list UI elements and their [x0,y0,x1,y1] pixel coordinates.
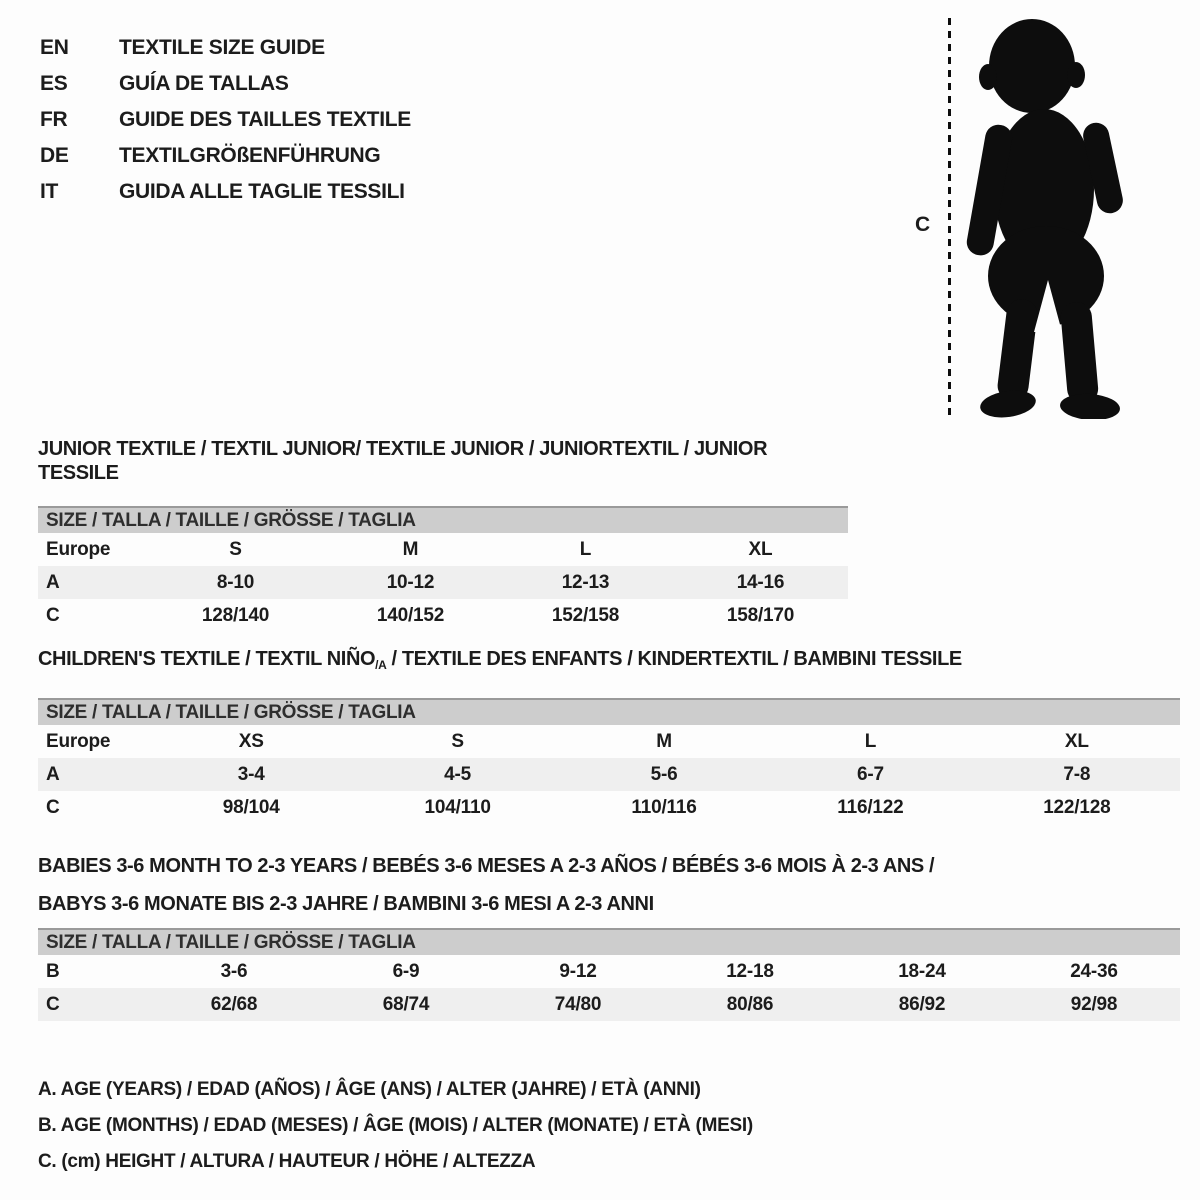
table-cell: 10-12 [386,571,435,593]
table-cell: 3-6 [220,960,248,982]
junior-textile-section [38,437,848,632]
table-row [38,566,848,599]
language-row [40,174,411,210]
size-table [38,533,848,632]
section-title [38,847,1180,923]
table-cell: S [229,538,242,560]
size-header-band [38,928,1180,955]
language-code: EN [40,36,69,59]
table-cell: 4-5 [444,763,472,785]
table-cell: 5-6 [650,763,678,785]
table-cell: XS [238,730,264,752]
row-label: A [46,571,60,593]
childrens-textile-section [38,647,1180,824]
table-row [38,725,1180,758]
section-title [38,647,1180,677]
table-cell: 3-4 [237,763,265,785]
measurement-legend [38,1072,753,1180]
table-cell: 98/104 [222,796,280,818]
table-cell: 68/74 [382,993,430,1015]
table-cell: 158/170 [726,604,795,626]
language-row [40,66,411,102]
language-code: DE [40,144,69,167]
table-row [38,955,1180,988]
table-cell: 140/152 [376,604,445,626]
size-header-band [38,506,848,533]
section-title-line: BABIES 3-6 MONTH TO 2-3 YEARS / BEBÉS 3-6 MESES A 2-3 AÑOS / BÉBÉS 3-6 MOIS À 2-3 ANS / [38,855,935,877]
row-label: A [46,763,60,785]
table-row [38,599,848,632]
row-label: C [46,993,60,1015]
language-row [40,102,411,138]
table-cell: M [402,538,419,560]
table-cell: S [451,730,464,752]
row-label: Europe [46,538,111,560]
size-header-label: SIZE / TALLA / TAILLE / GRÖSSE / TAGLIA [46,509,416,531]
table-cell: 110/116 [631,796,697,818]
table-cell: 122/128 [1043,796,1111,818]
table-cell: 62/68 [210,993,258,1015]
size-header-label: SIZE / TALLA / TAILLE / GRÖSSE / TAGLIA [46,931,416,953]
height-measure-label: C [915,213,931,236]
height-dashed-line [948,18,951,416]
table-row [38,988,1180,1021]
legend-line-c: C. (cm) HEIGHT / ALTURA / HAUTEUR / HÖHE / ALTEZZA [38,1151,536,1172]
table-cell: 80/86 [726,993,774,1015]
table-cell: L [579,538,592,560]
table-row [38,533,848,566]
size-header-band [38,698,1180,725]
language-code: FR [40,108,68,131]
size-table [38,955,1180,1021]
row-label: B [46,960,60,982]
table-cell: 74/80 [554,993,602,1015]
table-cell: XL [748,538,773,560]
table-cell: XL [1064,730,1089,752]
table-cell: L [864,730,877,752]
table-cell: 6-9 [392,960,420,982]
table-cell: 86/92 [898,993,946,1015]
table-cell: 92/98 [1070,993,1118,1015]
table-cell: 152/158 [551,604,620,626]
table-cell: 9-12 [559,960,597,982]
language-row [40,30,411,66]
size-table [38,725,1180,824]
table-cell: 18-24 [898,960,946,982]
language-label: GUIDE DES TAILLES TEXTILE [119,108,411,131]
language-label: TEXTILE SIZE GUIDE [119,36,325,59]
row-label: C [46,796,60,818]
table-cell: 116/122 [837,796,904,818]
size-header-label: SIZE / TALLA / TAILLE / GRÖSSE / TAGLIA [46,701,416,723]
baby-silhouette-icon [962,14,1147,419]
section-title-subscript: /A [375,658,387,672]
section-title-text: / TEXTILE DES ENFANTS / KINDERTEXTIL / BAMBINI TESSILE [386,648,962,670]
section-title: JUNIOR TEXTILE / TEXTIL JUNIOR/ TEXTILE JUNIOR / JUNIORTEXTIL / JUNIOR TESSILE [38,438,768,484]
table-cell: 128/140 [201,604,270,626]
section-title-text: CHILDREN'S TEXTILE / TEXTIL NIÑO [38,648,376,670]
table-cell: 14-16 [736,571,785,593]
row-label: C [46,604,60,626]
table-row [38,791,1180,824]
babies-textile-section [38,847,1180,1021]
language-code: ES [40,72,68,95]
table-cell: M [656,730,672,752]
row-label: Europe [46,730,111,752]
table-cell: 24-36 [1070,960,1118,982]
table-cell: 6-7 [856,763,884,785]
table-cell: 8-10 [216,571,255,593]
table-row [38,758,1180,791]
legend-line-a: A. AGE (YEARS) / EDAD (AÑOS) / ÂGE (ANS) / ALTER (JAHRE) / ETÀ (ANNI) [38,1079,701,1100]
language-row [40,138,411,174]
legend-line-b: B. AGE (MONTHS) / EDAD (MESES) / ÂGE (MOIS) / ALTER (MONATE) / ETÀ (MESI) [38,1115,753,1136]
language-label: GUIDA ALLE TAGLIE TESSILI [119,180,405,203]
table-cell: 7-8 [1063,763,1091,785]
language-list [40,30,411,210]
table-cell: 12-18 [726,960,774,982]
language-label: GUÍA DE TALLAS [119,72,289,95]
language-label: TEXTILGRÖßENFÜHRUNG [119,144,381,167]
table-cell: 104/110 [424,796,491,818]
section-title-line: BABYS 3-6 MONATE BIS 2-3 JAHRE / BAMBINI 3-6 MESI A 2-3 ANNI [38,893,654,915]
table-cell: 12-13 [561,571,610,593]
language-code: IT [40,180,59,203]
